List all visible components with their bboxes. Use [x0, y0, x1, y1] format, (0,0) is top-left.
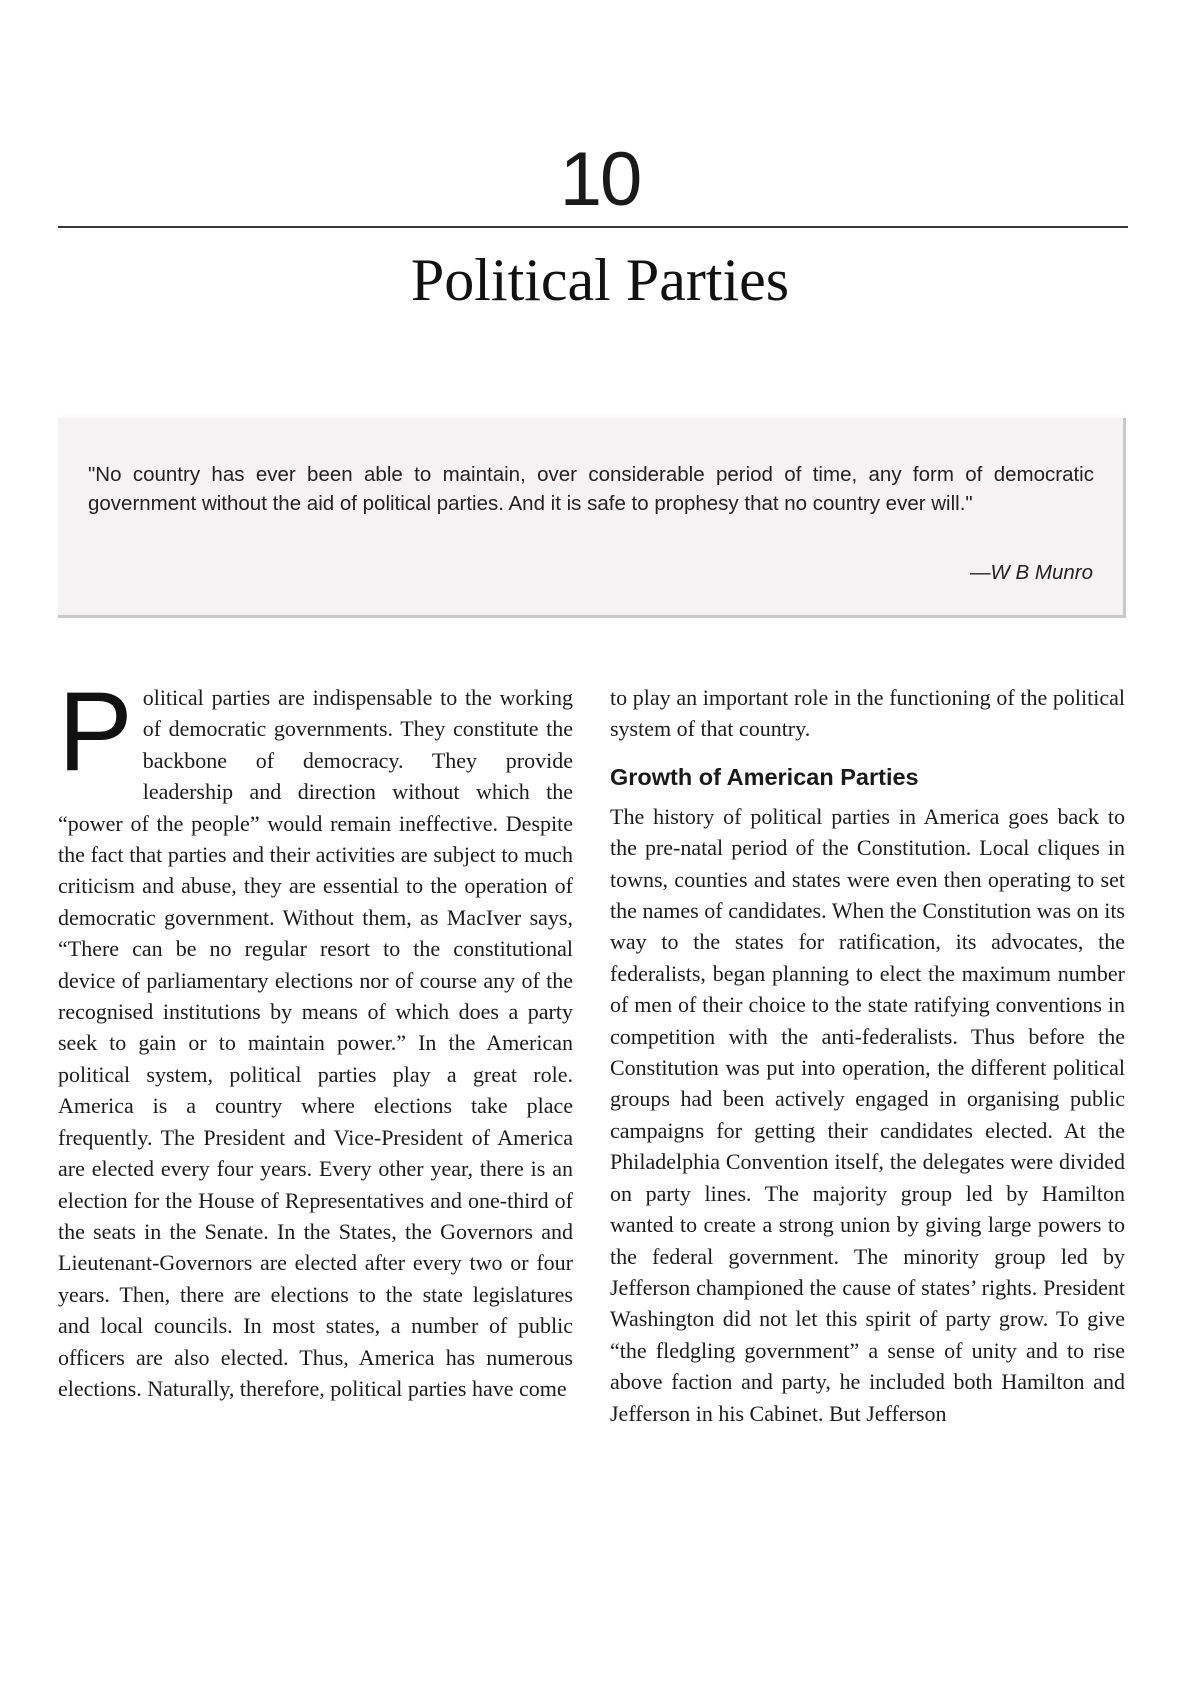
drop-cap: P	[58, 669, 133, 794]
epigraph-box	[58, 418, 1126, 618]
epigraph-quote: "No country has ever been able to maintain, over considerable period of time, any form of democratic government without the aid of political parties. And it is safe to prophesy that no country ever will."	[88, 463, 1094, 515]
intro-paragraph-text: olitical parties are indispensable to the working of democratic governments. They constitute the backbone of democracy. They provide leadership and direction without which the “power of the people” would remain ineffective. Despite the fact that parties and their activities are subject to much criticism and abuse, they are essential to the operation of democratic government. Without them, as MacIver says, “There can be no regular resort to the constitutional device of parliamentary elections nor of course any of the recognised institutions by means of which does a party seek to gain or to maintain power.” In the American political system, political parties play a great role. America is a country where elections take place frequently. The President and Vice-President of America are elected every four years. Every other year, there is an election for the House of Representatives and one-third of the seats in the Senate. In the States, the Governors and Lieutenant-Governors are elected after every two or four years. Then, there are elections to the state legislatures and local councils. In most states, a number of public officers are also elected. Thus, America has numerous elections. Naturally, therefore, political parties have come	[58, 685, 573, 1401]
chapter-number: 10	[559, 137, 641, 222]
history-paragraph: The history of political parties in America goes back to the pre-natal period of the Constitution. Local cliques in towns, counties and states were even then operating to set the names of candidates. When the Constitution was on its way to the states for ratification, its advocates, the federalists, began planning to elect the maximum number of men of their choice to the state ratifying conventions in competition with the anti-federalists. Thus before the Constitution was put into operation, the different political groups had been actively engaged in organising public campaigns for getting their candidates elected. At the Philadelphia Convention itself, the delegates were divided on party lines. The majority group led by Hamilton wanted to create a strong union by giving large powers to the federal government. The minority group led by Jefferson championed the cause of states’ rights. President Washington did not let this spirit of party grow. To give “the fledgling government” a sense of unity and to rise above faction and party, he included both Hamilton and Jefferson in his Cabinet. But Jefferson	[610, 803, 1125, 1426]
section-heading: Growth of American Parties	[610, 763, 919, 790]
intro-paragraph	[58, 669, 573, 1404]
continued-paragraph: to play an important role in the functioning of the political system of that country.	[610, 685, 1125, 742]
chapter-rule	[58, 226, 1128, 228]
epigraph-author: —W B Munro	[969, 561, 1093, 584]
left-column	[58, 669, 573, 1404]
right-column	[610, 682, 1125, 1429]
chapter-title: Political Parties	[410, 247, 790, 313]
